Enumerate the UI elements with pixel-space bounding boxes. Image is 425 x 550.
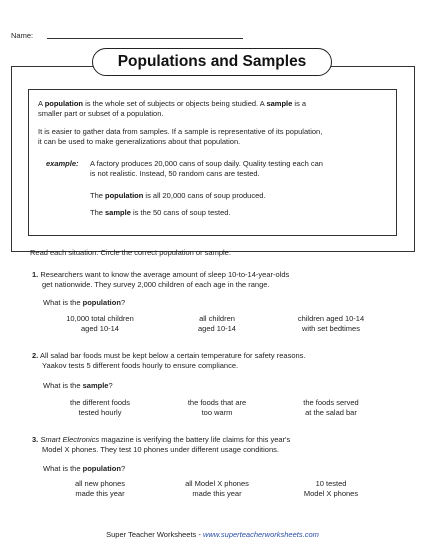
- q3-choice-b[interactable]: all Model X phones made this year: [185, 479, 249, 499]
- question-2-prompt: What is the sample?: [43, 381, 113, 390]
- footer-text: Super Teacher Worksheets -: [106, 530, 203, 539]
- q3-choice-a[interactable]: all new phones made this year: [74, 479, 126, 499]
- term-sample: sample: [266, 99, 293, 108]
- question-3: 3. Smart Electronics magazine is verifying the battery life claims for this year's Model X phones. They test 10 phones under different usage conditions.: [32, 435, 291, 455]
- question-1-prompt: What is the population?: [43, 298, 126, 307]
- q1-choice-c[interactable]: children aged 10-14 with set bedtimes: [297, 314, 365, 334]
- sampling-paragraph: It is easier to gather data from samples. If a sample is representative of its population, it can be used to make generalizations about that population.: [38, 127, 323, 147]
- name-field[interactable]: [47, 38, 243, 39]
- example-population: The population is all 20,000 cans of soup produced.: [90, 191, 266, 200]
- q1-choice-b[interactable]: all children aged 10-14: [198, 314, 236, 334]
- page-title: Populations and Samples: [92, 48, 332, 76]
- name-label: Name:: [11, 31, 34, 40]
- question-2: 2. All salad bar foods must be kept below a certain temperature for safety reasons. Yaakov tests 5 different foods hourly to ensure compliance.: [32, 351, 306, 371]
- footer-link[interactable]: www.superteacherworksheets.com: [202, 530, 319, 539]
- definition-paragraph: A population is the whole set of subjects or objects being studied. A sample is a smaller part or subset of a population.: [38, 99, 307, 119]
- q2-choice-a[interactable]: the different foods tested hourly: [70, 398, 130, 418]
- q2-choice-c[interactable]: the foods served at the salad bar: [303, 398, 359, 418]
- footer: [0, 530, 425, 539]
- question-1: 1. Researchers want to know the average amount of sleep 10-to-14-year-olds get nationwide. They survey 2,000 children of each age in the range.: [32, 270, 290, 290]
- example-label: example:: [46, 159, 79, 168]
- example-sample: The sample is the 50 cans of soup tested.: [90, 208, 231, 217]
- instructions: Read each situation. Circle the correct population or sample.: [30, 248, 231, 257]
- q1-choice-a[interactable]: 10,000 total children aged 10-14: [66, 314, 134, 334]
- term-population: population: [44, 99, 84, 108]
- question-3-prompt: What is the population?: [43, 464, 126, 473]
- q2-choice-b[interactable]: the foods that are too warm: [187, 398, 247, 418]
- q3-choice-c[interactable]: 10 tested Model X phones: [303, 479, 359, 499]
- example-text: A factory produces 20,000 cans of soup daily. Quality testing each can is not realistic. Instead, 50 random cans are tested.: [90, 159, 323, 179]
